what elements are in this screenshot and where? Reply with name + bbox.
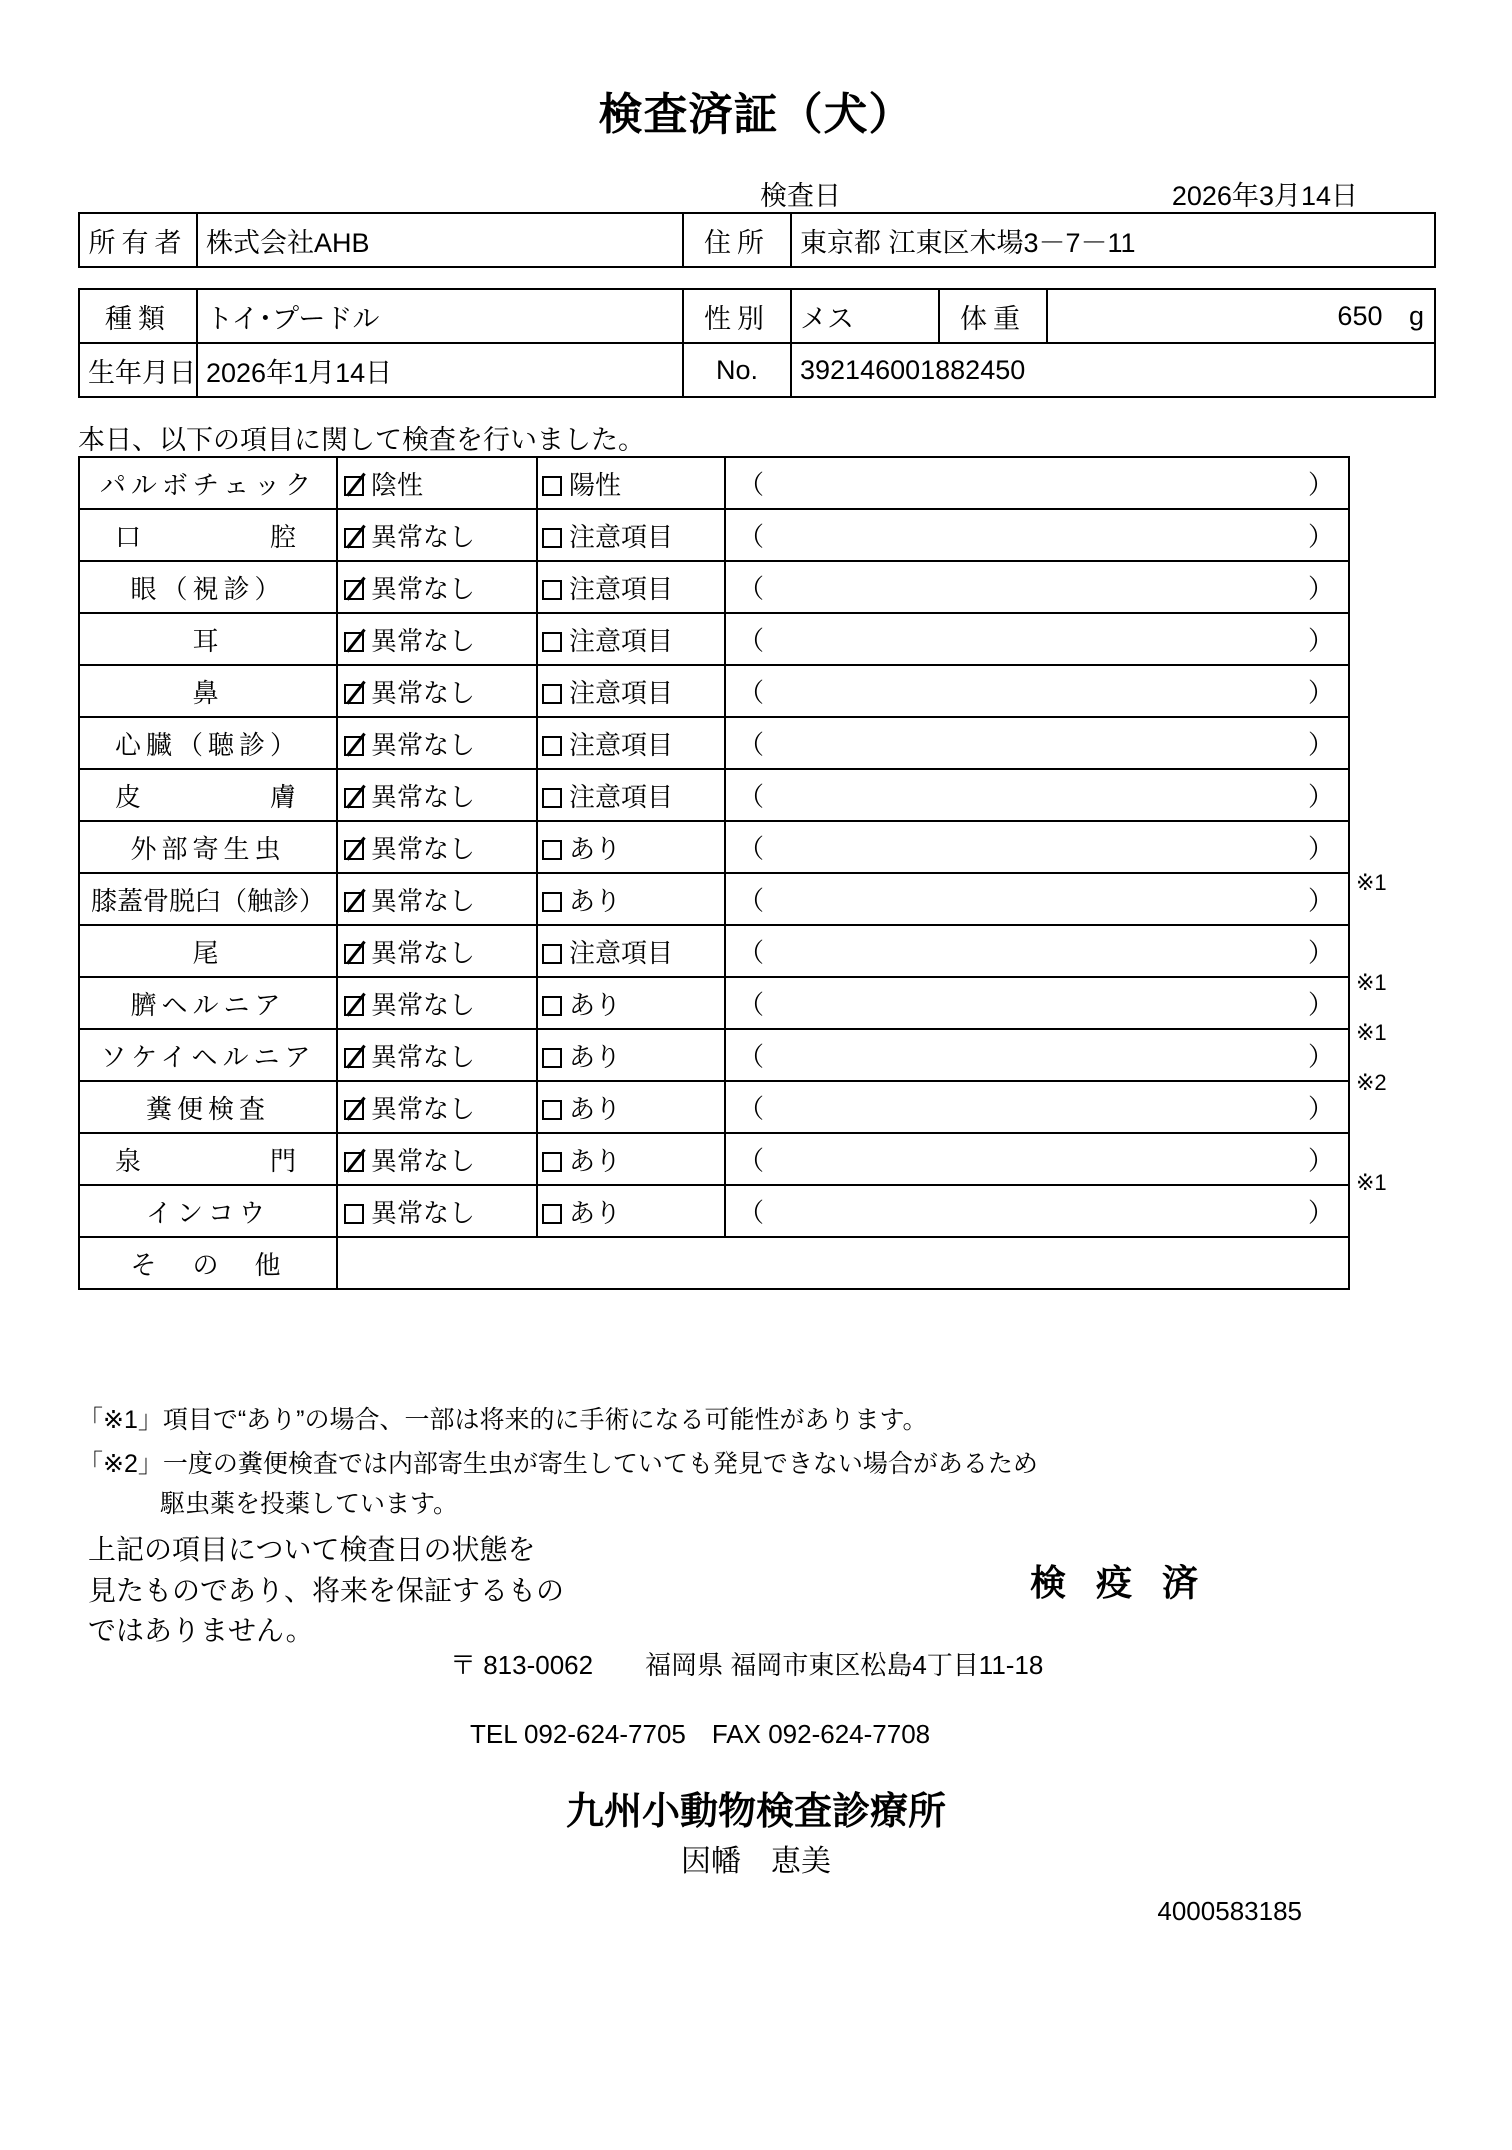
checkbox-icon[interactable] [344, 1204, 364, 1224]
paren-open: （ [738, 573, 765, 604]
checklist-row [79, 1029, 1349, 1081]
paren-close: ） [1307, 1197, 1334, 1228]
paren-close: ） [1307, 937, 1334, 968]
checklist-option-1[interactable] [337, 873, 537, 925]
checklist-row [79, 873, 1349, 925]
table-row [79, 289, 1435, 343]
checkbox-label: 注意項目 [569, 937, 674, 968]
checklist-option-1[interactable] [337, 1133, 537, 1185]
other-value[interactable] [337, 1237, 1349, 1289]
checkbox-label: 異常なし [371, 1093, 476, 1124]
checklist-comment-field[interactable] [725, 613, 1349, 665]
exam-date-value: 2026年3月14日 [1171, 181, 1358, 211]
checklist-comment-field[interactable] [725, 1029, 1349, 1081]
checkbox-label: 異常なし [371, 937, 476, 968]
paren-open: （ [738, 885, 765, 916]
checkbox-icon[interactable] [542, 996, 562, 1016]
sex-label: 性別 [683, 289, 791, 343]
checklist-option-1[interactable] [337, 925, 537, 977]
checkbox-icon[interactable] [344, 476, 364, 496]
checkbox-label: 異常なし [371, 573, 476, 604]
checkbox-label: あり [569, 1093, 622, 1124]
address-value: 東京都 江東区木場3－7－11 [791, 213, 1435, 267]
paren-close: ） [1307, 989, 1334, 1020]
checklist-option-2[interactable] [537, 769, 725, 821]
checkbox-label: 異常なし [371, 833, 476, 864]
checklist-item-label: ソケイヘルニア [79, 1029, 337, 1081]
no-value: 392146001882450 [791, 343, 1435, 397]
checklist-option-1[interactable] [337, 561, 537, 613]
checklist-comment-field[interactable] [725, 561, 1349, 613]
checkbox-icon[interactable] [542, 840, 562, 860]
checklist-row [79, 613, 1349, 665]
other-label: そ の 他 [79, 1237, 337, 1289]
checklist-item-label: 眼（視診） [79, 561, 337, 613]
disclaimer-line: 上記の項目について検査日の状態を [88, 1534, 536, 1565]
checklist-comment-field[interactable] [725, 1133, 1349, 1185]
footnote-marker: ※2 [1356, 1070, 1387, 1095]
checklist-item-label: 心臓（聴診） [79, 717, 337, 769]
footnote-3: 駆虫薬を投薬しています。 [160, 1490, 459, 1518]
checklist-item-label: 膝蓋骨脱臼（触診） [79, 873, 337, 925]
table-row [79, 343, 1435, 397]
checkbox-icon[interactable] [542, 788, 562, 808]
checklist-option-1[interactable] [337, 665, 537, 717]
checklist-item-label: 糞便検査 [79, 1081, 337, 1133]
checklist-comment-field[interactable] [725, 1081, 1349, 1133]
breed-value: トイ･プードル [197, 289, 683, 343]
paren-open: （ [738, 937, 765, 968]
owner-table [78, 212, 1436, 268]
paren-close: ） [1307, 521, 1334, 552]
checkbox-icon[interactable] [344, 944, 364, 964]
disclaimer-line: 見たものであり、将来を保証するもの [88, 1574, 565, 1606]
paren-open: （ [738, 781, 765, 812]
checkbox-icon[interactable] [542, 736, 562, 756]
checkbox-icon[interactable] [344, 1152, 364, 1172]
checklist-option-2[interactable] [537, 561, 725, 613]
quarantine-stamp: 検 疫 済 [1030, 1562, 1209, 1603]
checklist-item-label: 泉 門 [79, 1133, 337, 1185]
checklist-comment-field[interactable] [725, 665, 1349, 717]
checkbox-icon[interactable] [344, 1048, 364, 1068]
checkbox-label: 異常なし [371, 677, 476, 708]
checklist-item-label: 外部寄生虫 [79, 821, 337, 873]
checkbox-icon[interactable] [542, 580, 562, 600]
paren-open: （ [738, 1041, 765, 1072]
checkbox-label: 注意項目 [569, 781, 674, 812]
checkbox-label: 陰性 [371, 469, 424, 500]
checklist-option-2[interactable] [537, 717, 725, 769]
birth-label: 生年月日 [79, 343, 197, 397]
exam-date-row [760, 174, 1400, 213]
checklist-item-label: 尾 [79, 925, 337, 977]
checklist-row [79, 665, 1349, 717]
footnote-marker: ※1 [1356, 870, 1387, 895]
birth-value: 2026年1月14日 [197, 343, 683, 397]
checkbox-icon[interactable] [344, 736, 364, 756]
checkbox-icon[interactable] [344, 528, 364, 548]
checklist-item-label: 皮 膚 [79, 769, 337, 821]
checkbox-icon[interactable] [344, 892, 364, 912]
checklist-option-1[interactable] [337, 1081, 537, 1133]
checklist-option-2[interactable] [537, 457, 725, 509]
checklist-row [79, 717, 1349, 769]
checklist-comment-field[interactable] [725, 977, 1349, 1029]
checklist-item-label: 耳 [79, 613, 337, 665]
paren-open: （ [738, 625, 765, 656]
checklist-option-1[interactable] [337, 821, 537, 873]
checklist-option-1[interactable] [337, 613, 537, 665]
checklist-row [79, 1185, 1349, 1237]
checkbox-label: 陽性 [569, 469, 622, 500]
checkbox-label: 異常なし [371, 625, 476, 656]
checkbox-icon[interactable] [542, 1152, 562, 1172]
checkbox-label: あり [569, 833, 622, 864]
checklist-option-2[interactable] [537, 821, 725, 873]
checkbox-label: 注意項目 [569, 729, 674, 760]
checkbox-label: 異常なし [371, 781, 476, 812]
checkbox-icon[interactable] [542, 1100, 562, 1120]
checkbox-label: 異常なし [371, 521, 476, 552]
checklist-row [79, 1081, 1349, 1133]
checklist-comment-field[interactable] [725, 457, 1349, 509]
paren-close: ） [1307, 625, 1334, 656]
checklist-item-label: 臍ヘルニア [79, 977, 337, 1029]
checklist-option-1[interactable] [337, 717, 537, 769]
footnote-2: 「※2」一度の糞便検査では内部寄生虫が寄生していても発見できない場合があるため [78, 1450, 1038, 1478]
checklist-comment-field[interactable] [725, 769, 1349, 821]
paren-close: ） [1307, 573, 1334, 604]
sex-value: メス [791, 289, 939, 343]
no-label: No. [683, 343, 791, 397]
disclaimer-text [88, 1530, 708, 1652]
checkbox-icon[interactable] [344, 580, 364, 600]
checklist-option-2[interactable] [537, 1029, 725, 1081]
paren-open: （ [738, 521, 765, 552]
checkbox-icon[interactable] [542, 944, 562, 964]
checkbox-icon[interactable] [542, 684, 562, 704]
paren-close: ） [1307, 833, 1334, 864]
checklist-option-2[interactable] [537, 1081, 725, 1133]
checkbox-label: 異常なし [371, 1197, 476, 1228]
checkbox-label: あり [569, 1145, 622, 1176]
page-title: 検査済証（犬） [598, 90, 914, 139]
paren-close: ） [1307, 1041, 1334, 1072]
checklist-row [79, 925, 1349, 977]
paren-open: （ [738, 677, 765, 708]
checkbox-icon[interactable] [542, 892, 562, 912]
disclaimer-line: ではありません。 [88, 1615, 314, 1647]
checkbox-label: あり [569, 1041, 622, 1072]
footnote-marker: ※1 [1356, 970, 1387, 995]
checklist-comment-field[interactable] [725, 873, 1349, 925]
footnote-marker: ※1 [1356, 1170, 1387, 1195]
owner-label: 所有者 [79, 213, 197, 267]
clinic-phone: TEL 092-624-7705 FAX 092-624-7708 [470, 1719, 931, 1749]
weight-value: 650 [1337, 300, 1383, 331]
paren-close: ） [1307, 781, 1334, 812]
paren-close: ） [1307, 1145, 1334, 1176]
checklist-item-label: 口 腔 [79, 509, 337, 561]
checkbox-icon[interactable] [542, 528, 562, 548]
checklist-comment-field[interactable] [725, 821, 1349, 873]
checklist-row [79, 1133, 1349, 1185]
checkbox-icon[interactable] [344, 1100, 364, 1120]
checklist-row-other [79, 1237, 1349, 1289]
checklist-option-2[interactable] [537, 977, 725, 1029]
checklist-option-2[interactable] [537, 1185, 725, 1237]
paren-open: （ [738, 1145, 765, 1176]
checkbox-icon[interactable] [344, 632, 364, 652]
table-row [79, 213, 1435, 267]
checkbox-label: 異常なし [371, 885, 476, 916]
intro-note: 本日、以下の項目に関して検査を行いました。 [78, 425, 645, 455]
checkbox-icon[interactable] [542, 1048, 562, 1068]
checkbox-icon[interactable] [344, 840, 364, 860]
address-label: 住所 [683, 213, 791, 267]
checklist-row [79, 509, 1349, 561]
checklist-row [79, 977, 1349, 1029]
checklist-option-1[interactable] [337, 1185, 537, 1237]
paren-close: ） [1307, 885, 1334, 916]
checklist-option-2[interactable] [537, 1133, 725, 1185]
checkbox-icon[interactable] [344, 996, 364, 1016]
breed-label: 種類 [79, 289, 197, 343]
checklist-row [79, 561, 1349, 613]
checklist-table [78, 456, 1350, 1290]
checklist-option-2[interactable] [537, 509, 725, 561]
footnote-marker: ※1 [1356, 1020, 1387, 1045]
checkbox-label: 異常なし [371, 1145, 476, 1176]
weight-label: 体重 [939, 289, 1047, 343]
paren-open: （ [738, 469, 765, 500]
clinic-name: 九州小動物検査診療所 [565, 1791, 946, 1833]
checkbox-label: あり [569, 1197, 622, 1228]
weight-unit: g [1408, 300, 1424, 331]
checklist-option-2[interactable] [537, 925, 725, 977]
checkbox-label: 異常なし [371, 729, 476, 760]
checkbox-icon[interactable] [344, 684, 364, 704]
checklist-comment-field[interactable] [725, 717, 1349, 769]
checklist-option-1[interactable] [337, 457, 537, 509]
paren-open: （ [738, 833, 765, 864]
checklist-option-1[interactable] [337, 769, 537, 821]
clinic-address: 〒 813-0062 福岡県 福岡市東区松島4丁目11-18 [450, 1650, 1044, 1680]
paren-open: （ [738, 1093, 765, 1124]
checklist-option-2[interactable] [537, 665, 725, 717]
checklist-option-1[interactable] [337, 509, 537, 561]
checkbox-label: あり [569, 989, 622, 1020]
checklist-comment-field[interactable] [725, 925, 1349, 977]
checklist-item-label: パルボチェック [79, 457, 337, 509]
checkbox-icon[interactable] [344, 788, 364, 808]
paren-open: （ [738, 1197, 765, 1228]
clinic-person: 因幡 恵美 [681, 1845, 831, 1878]
paren-close: ） [1307, 729, 1334, 760]
weight-cell [1047, 289, 1435, 343]
paren-close: ） [1307, 1093, 1334, 1124]
checkbox-label: 注意項目 [569, 521, 674, 552]
checklist-comment-field[interactable] [725, 1185, 1349, 1237]
owner-value: 株式会社AHB [197, 213, 683, 267]
checkbox-icon[interactable] [542, 1204, 562, 1224]
checklist-item-label: 鼻 [79, 665, 337, 717]
checkbox-label: 注意項目 [569, 625, 674, 656]
checkbox-label: あり [569, 885, 622, 916]
checklist-row [79, 457, 1349, 509]
paren-open: （ [738, 989, 765, 1020]
checklist-option-1[interactable] [337, 977, 537, 1029]
checklist-row [79, 769, 1349, 821]
checkbox-label: 注意項目 [569, 677, 674, 708]
checklist-comment-field[interactable] [725, 509, 1349, 561]
checklist-row [79, 821, 1349, 873]
checkbox-label: 異常なし [371, 989, 476, 1020]
checklist-option-1[interactable] [337, 1029, 537, 1081]
checklist-option-2[interactable] [537, 873, 725, 925]
footnote-1: 「※1」項目で“あり”の場合、一部は将来的に手術になる可能性があります。 [78, 1406, 928, 1434]
checkbox-icon[interactable] [542, 632, 562, 652]
checkbox-label: 異常なし [371, 1041, 476, 1072]
checklist-option-2[interactable] [537, 613, 725, 665]
info-table [78, 288, 1436, 398]
document-number: 4000583185 [1157, 1896, 1302, 1926]
checklist-item-label: インコウ [79, 1185, 337, 1237]
checkbox-icon[interactable] [542, 476, 562, 496]
paren-close: ） [1307, 677, 1334, 708]
exam-date-label: 検査日 [760, 181, 841, 211]
paren-open: （ [738, 729, 765, 760]
checkbox-label: 注意項目 [569, 573, 674, 604]
paren-close: ） [1307, 469, 1334, 500]
